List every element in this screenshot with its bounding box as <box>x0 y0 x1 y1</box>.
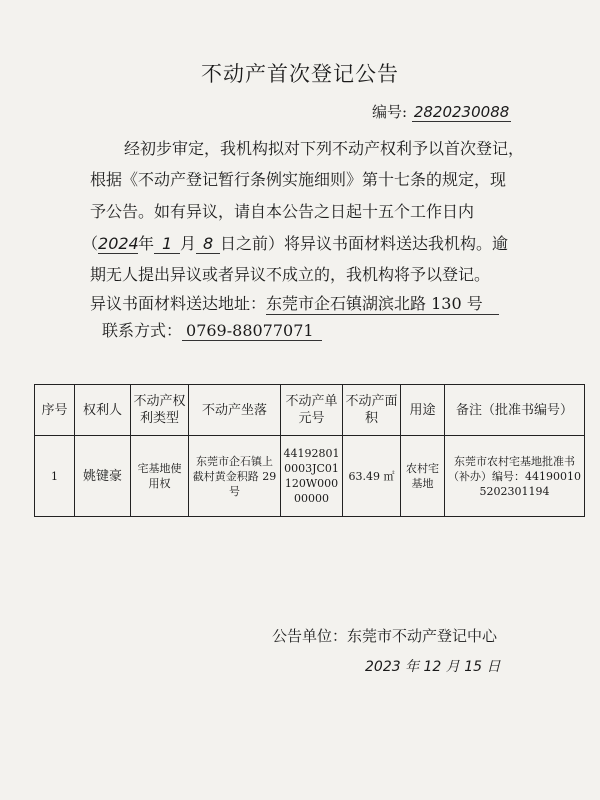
serial-value: 2820230088 <box>413 103 510 121</box>
table-header-cell: 备注（批准书编号） <box>445 385 585 436</box>
table-cell-location: 东莞市企石镇上截村黄金积路 29 号 <box>189 436 281 517</box>
address-label: 异议书面材料送达地址： <box>90 294 267 313</box>
table-header-row <box>35 385 585 436</box>
page-title: 不动产首次登记公告 <box>201 62 399 86</box>
registration-table <box>34 384 585 517</box>
paragraph-line-deadline <box>82 231 508 254</box>
contact-label: 联系方式： <box>102 321 183 340</box>
deadline-rest: 日之前）将异议书面材料送达我机构。逾 <box>220 234 509 253</box>
paragraph-line: 经初步审定，我机构拟对下列不动产权利予以首次登记， <box>124 139 525 158</box>
table-header-cell: 不动产面积 <box>343 385 401 436</box>
table-header-cell: 权利人 <box>75 385 131 436</box>
deadline-year: 2024 <box>98 234 139 253</box>
issuing-unit <box>272 625 497 646</box>
issuing-unit-name: 东莞市不动产登记中心 <box>347 627 498 645</box>
table-header-cell: 不动产权利类型 <box>131 385 189 436</box>
table-header-cell: 序号 <box>35 385 75 436</box>
paragraph-line: 予公告。如有异议，请自本公告之日起十五个工作日内 <box>90 202 475 221</box>
address-value: 东莞市企石镇湖滨北路 130 号 <box>266 291 499 315</box>
table-cell-remark: 东莞市农村宅基地批准书（补办）编号：441900105202301194 <box>445 436 585 517</box>
table-row <box>35 436 585 517</box>
deadline-month: 1 <box>154 234 180 254</box>
month-unit: 月 <box>180 234 197 253</box>
table-cell-usage: 农村宅基地 <box>401 436 445 517</box>
table-cell-area: 63.49 ㎡ <box>343 436 401 517</box>
table-cell-unit-number: 441928010003JC01120W00000000 <box>281 436 343 517</box>
year-unit: 年 <box>138 234 155 253</box>
paragraph-line: 期无人提出异议或者异议不成立的，我机构将予以登记。 <box>90 265 491 284</box>
table-header-cell: 用途 <box>401 385 445 436</box>
contact-info <box>102 318 322 341</box>
paren-open: （ <box>82 234 99 253</box>
deadline-day: 8 <box>196 234 220 254</box>
contact-value: 0769-88077071 <box>182 321 322 341</box>
table-header-cell: 不动产单元号 <box>281 385 343 436</box>
table-cell-index: 1 <box>35 436 75 517</box>
table-cell-holder: 姚键豪 <box>75 436 131 517</box>
serial-number <box>372 101 511 122</box>
serial-label: 编号: <box>372 103 408 121</box>
table-cell-right-type: 宅基地使用权 <box>131 436 189 517</box>
paragraph-line: 根据《不动产登记暂行条例实施细则》第十七条的规定，现 <box>90 170 507 189</box>
objection-address <box>90 291 499 315</box>
issuing-unit-label: 公告单位： <box>272 627 348 645</box>
table-header-cell: 不动产坐落 <box>189 385 281 436</box>
announcement-date: 2023 年 12 月 15 日 <box>365 659 501 675</box>
